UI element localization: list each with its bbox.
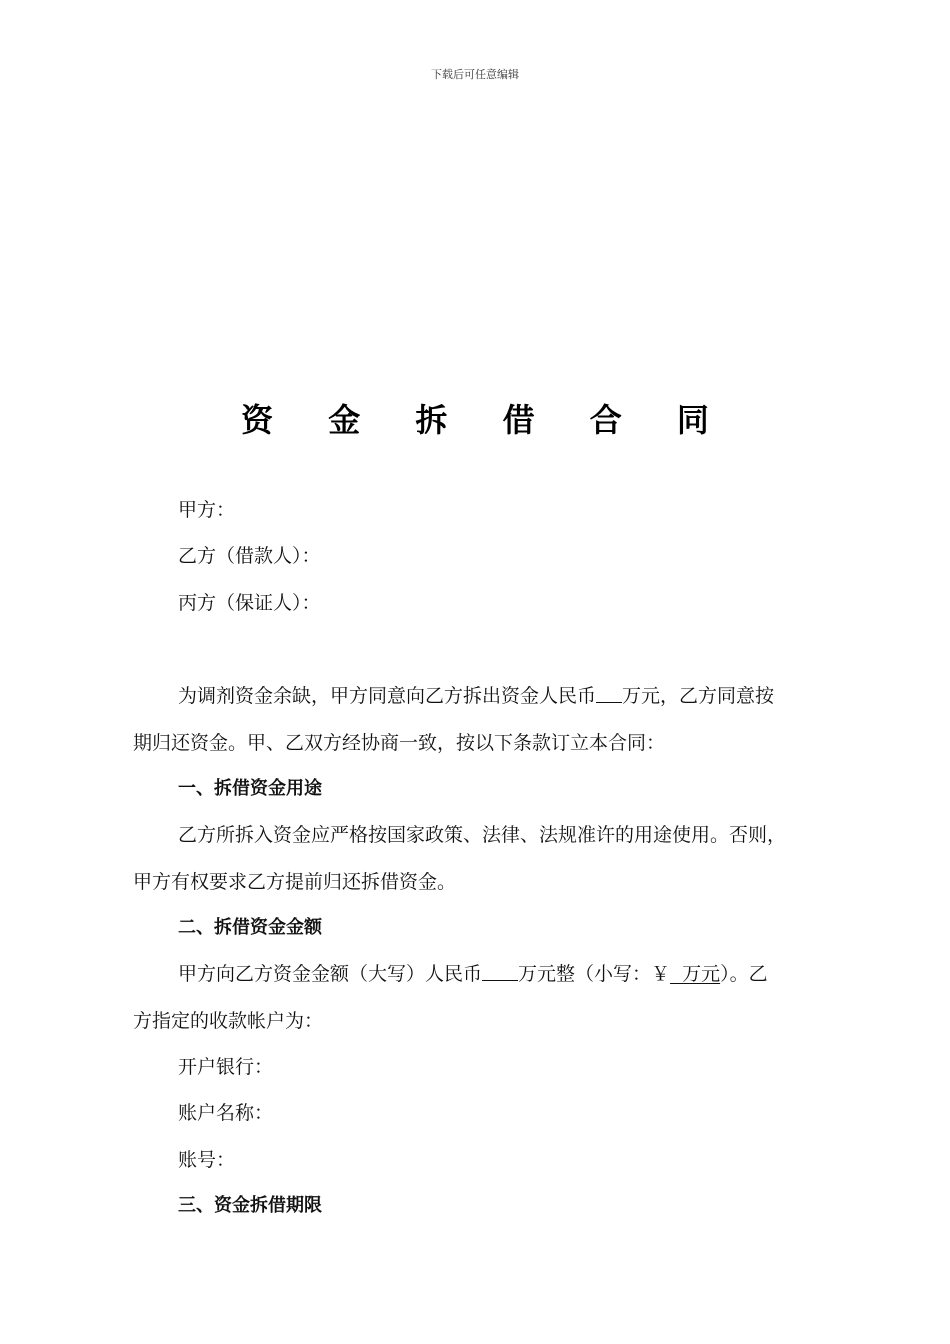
amount-words-blank (482, 962, 518, 981)
section-2-line-2: 方指定的收款帐户为： (133, 1010, 324, 1032)
party-b-line: 乙方（借款人）： (178, 545, 321, 567)
section-1-heading: 一、拆借资金用途 (178, 778, 322, 799)
intro-text-pre: 为调剂资金余缺，甲方同意向乙方拆出资金人民币 (178, 685, 597, 707)
amount-figures-text: 万元整（小写：￥ (518, 963, 671, 985)
section-2-line-1-end: ）。乙 (720, 963, 768, 985)
amount-words-text: 甲方向乙方资金金额（大写）人民币 (178, 963, 483, 985)
account-name-line: 账户名称： (178, 1102, 274, 1124)
party-a-line: 甲方： (178, 499, 236, 521)
header-note: 下载后可任意编辑 (431, 68, 519, 81)
amount-blank (596, 684, 622, 703)
amount-figures-value: 万元 (670, 963, 721, 985)
section-2-heading: 二、拆借资金金额 (178, 917, 322, 938)
section-1-line-2: 甲方有权要求乙方提前归还拆借资金。 (133, 871, 457, 893)
party-c-line: 丙方（保证人）： (178, 592, 321, 614)
document-title: 资 金 拆 借 合 同 (241, 401, 731, 439)
intro-text-post: 万元，乙方同意按 (622, 685, 775, 707)
intro-line-2: 期归还资金。甲、乙双方经协商一致，按以下条款订立本合同： (133, 732, 666, 754)
bank-line: 开户银行： (178, 1056, 274, 1078)
intro-line-1 (178, 684, 833, 708)
section-3-heading: 三、资金拆借期限 (178, 1195, 322, 1216)
section-2-line-1 (178, 962, 833, 986)
section-1-line-1: 乙方所拆入资金应严格按国家政策、法律、法规准许的用途使用。否则， (178, 824, 787, 846)
account-number-line: 账号： (178, 1149, 236, 1171)
